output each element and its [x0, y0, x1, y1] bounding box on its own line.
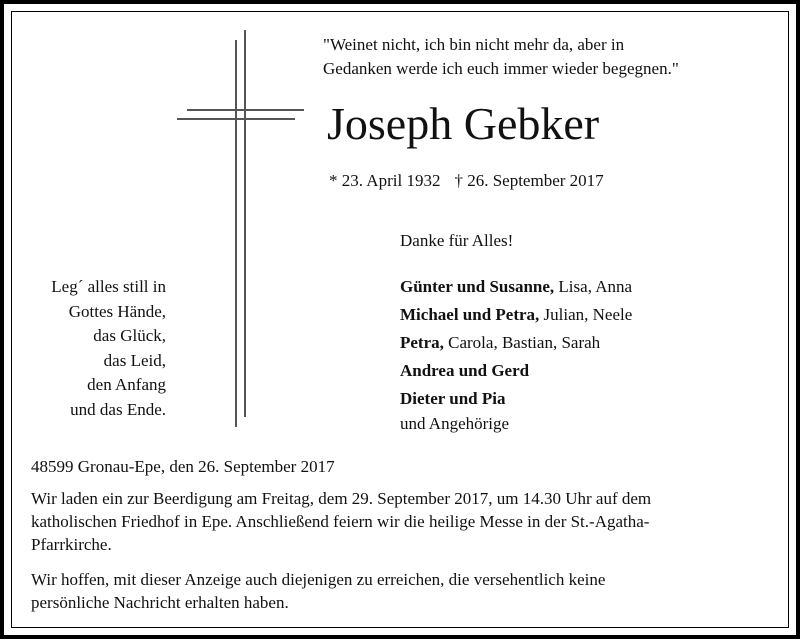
mourner: Andrea und Gerd	[400, 361, 530, 380]
thanks: Danke für Alles!	[400, 231, 514, 250]
dates	[329, 169, 604, 193]
mourner: Dieter und Pia	[400, 389, 506, 408]
mourner: und Angehörige	[400, 414, 510, 433]
mourner: Günter und Susanne, Lisa, Anna	[400, 277, 633, 296]
mourner: Michael und Petra, Julian, Neele	[400, 305, 633, 324]
death-date: † 26. September 2017	[454, 171, 604, 190]
notice-text: Wir hoffen, mit dieser Anzeige auch diejenigen zu erreichen, die versehentlich keine persönliche Nachricht erhalten haben.	[31, 570, 606, 612]
birth-date: * 23. April 1932	[329, 171, 441, 190]
place-date: 48599 Gronau-Epe, den 26. September 2017	[31, 457, 335, 476]
deceased-name: Joseph Gebker	[327, 98, 600, 149]
mourner: Petra, Carola, Bastian, Sarah	[400, 333, 601, 352]
mourners-list	[400, 273, 632, 435]
funeral-text: Wir laden ein zur Beerdigung am Freitag, dem 29. September 2017, um 14.30 Uhr auf dem katholischen Friedhof in Epe. Anschließend feiern wir die heilige Messe in der St.-Agatha- Pfarrkirche.	[31, 489, 652, 554]
poem: Leg´ alles still in Gottes Hände, das Glück, das Leid, den Anfang und das Ende.	[51, 277, 166, 419]
